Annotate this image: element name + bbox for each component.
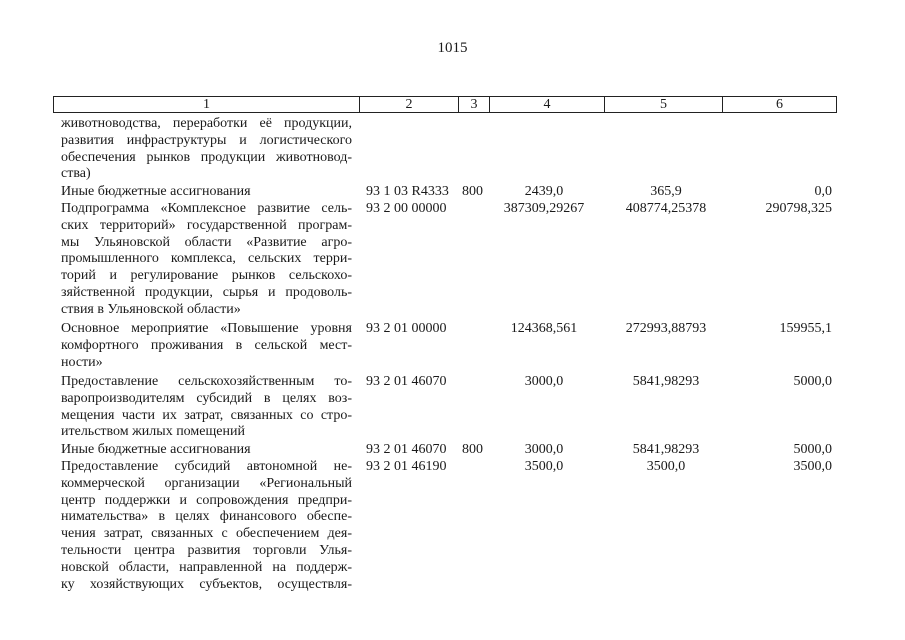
row-name-line: центр поддержки и сопровождения предпри- [61, 492, 352, 508]
row-name-line: Иные бюджетные ассигнования [61, 442, 251, 457]
row-code: 93 2 01 46190 [366, 459, 447, 474]
row-name-line: животноводства, переработки её продукции, [61, 116, 352, 131]
row-value-5: 365,9 [650, 184, 682, 199]
header-col-4: 4 [489, 97, 604, 112]
row-value-6: 5000,0 [793, 442, 832, 457]
row-name-line: зяйственной продукции, сырья и продоволь- [61, 284, 352, 300]
row-value-4: 387309,29267 [503, 201, 585, 216]
row-value-6: 3500,0 [793, 459, 832, 474]
row-name-line: Основное мероприятие «Повышение уровня [61, 321, 352, 336]
row-value-6: 0,0 [814, 184, 832, 199]
header-col-1: 1 [203, 97, 210, 112]
row-name-line: Иные бюджетные ассигнования [61, 184, 251, 199]
row-name-line: Предоставление сельскохозяйственным то- [61, 374, 352, 389]
row-value-4: 3000,0 [524, 442, 564, 457]
row-name-line: Подпрограмма «Комплексное развитие сель- [61, 201, 352, 216]
row-value-6: 5000,0 [793, 374, 832, 389]
header-col-5: 5 [604, 97, 722, 112]
header-col-6: 6 [722, 97, 836, 112]
row-name-line: промышленного комплекса, сельских терри- [61, 251, 352, 267]
row-code: 93 2 01 46070 [366, 442, 447, 457]
row-vr: 800 [462, 184, 483, 199]
row-value-4: 2439,0 [524, 184, 564, 199]
row-name-line: мы Ульяновской области «Развитие агро- [61, 234, 352, 250]
table-row [61, 459, 352, 593]
row-name-line: ствия в Ульяновской области» [61, 301, 241, 317]
row-name-line: ства) [61, 166, 91, 182]
row-value-5: 272993,88793 [625, 321, 707, 336]
row-name-line: мещения части их затрат, связанных со стро- [61, 407, 352, 423]
header-col-2: 2 [359, 97, 458, 112]
row-name-line: Предоставление субсидий автономной не- [61, 459, 352, 474]
row-value-5: 408774,25378 [625, 201, 707, 216]
row-value-4: 3000,0 [524, 374, 564, 389]
row-name-line: ности» [61, 354, 103, 370]
row-name-line: ку хозяйствующих субъектов, осуществля- [61, 576, 352, 592]
row-name-line: развития инфраструктуры и логистического [61, 132, 352, 148]
row-name-line: варопроизводителям субсидий в целях воз- [61, 390, 352, 406]
row-vr: 800 [462, 442, 483, 457]
row-name-line: комфортного проживания в сельской мест- [61, 337, 352, 353]
row-name-line: нимательства» в целях финансового обеспе- [61, 509, 352, 525]
row-value-5: 5841,98293 [632, 374, 700, 389]
table-row [61, 374, 352, 441]
row-name-line: новской области, направленной на поддерж- [61, 559, 352, 575]
row-value-6: 290798,325 [765, 201, 832, 216]
row-value-4: 124368,561 [510, 321, 578, 336]
table-header [53, 96, 837, 113]
row-name-line: ских территорий» государственной програм- [61, 217, 352, 233]
row-code: 93 1 03 R4333 [366, 184, 449, 199]
row-code: 93 2 00 00000 [366, 201, 447, 216]
row-value-4: 3500,0 [524, 459, 564, 474]
row-name-line: тельности центра развития торговли Улья- [61, 542, 352, 558]
row-value-6: 159955,1 [779, 321, 832, 336]
row-code: 93 2 01 46070 [366, 374, 447, 389]
row-name-line: обеспечения рынков продукции животновод- [61, 149, 352, 165]
row-code: 93 2 01 00000 [366, 321, 447, 336]
table-row [61, 321, 352, 371]
row-name-line: ительством жилых помещений [61, 424, 245, 440]
header-col-3: 3 [458, 97, 489, 112]
table-row [61, 116, 352, 183]
row-name-line: коммерческой организации «Региональный [61, 475, 352, 491]
row-name-line: торий и регулирование рынков сельскохо- [61, 268, 352, 284]
row-name-line: чения затрат, связанных с обеспечением дея- [61, 526, 352, 542]
table-row [61, 184, 352, 201]
page-number: 1015 [437, 40, 468, 56]
table-row [61, 201, 352, 319]
row-value-5: 5841,98293 [632, 442, 700, 457]
row-value-5: 3500,0 [646, 459, 686, 474]
table-row [61, 442, 352, 459]
